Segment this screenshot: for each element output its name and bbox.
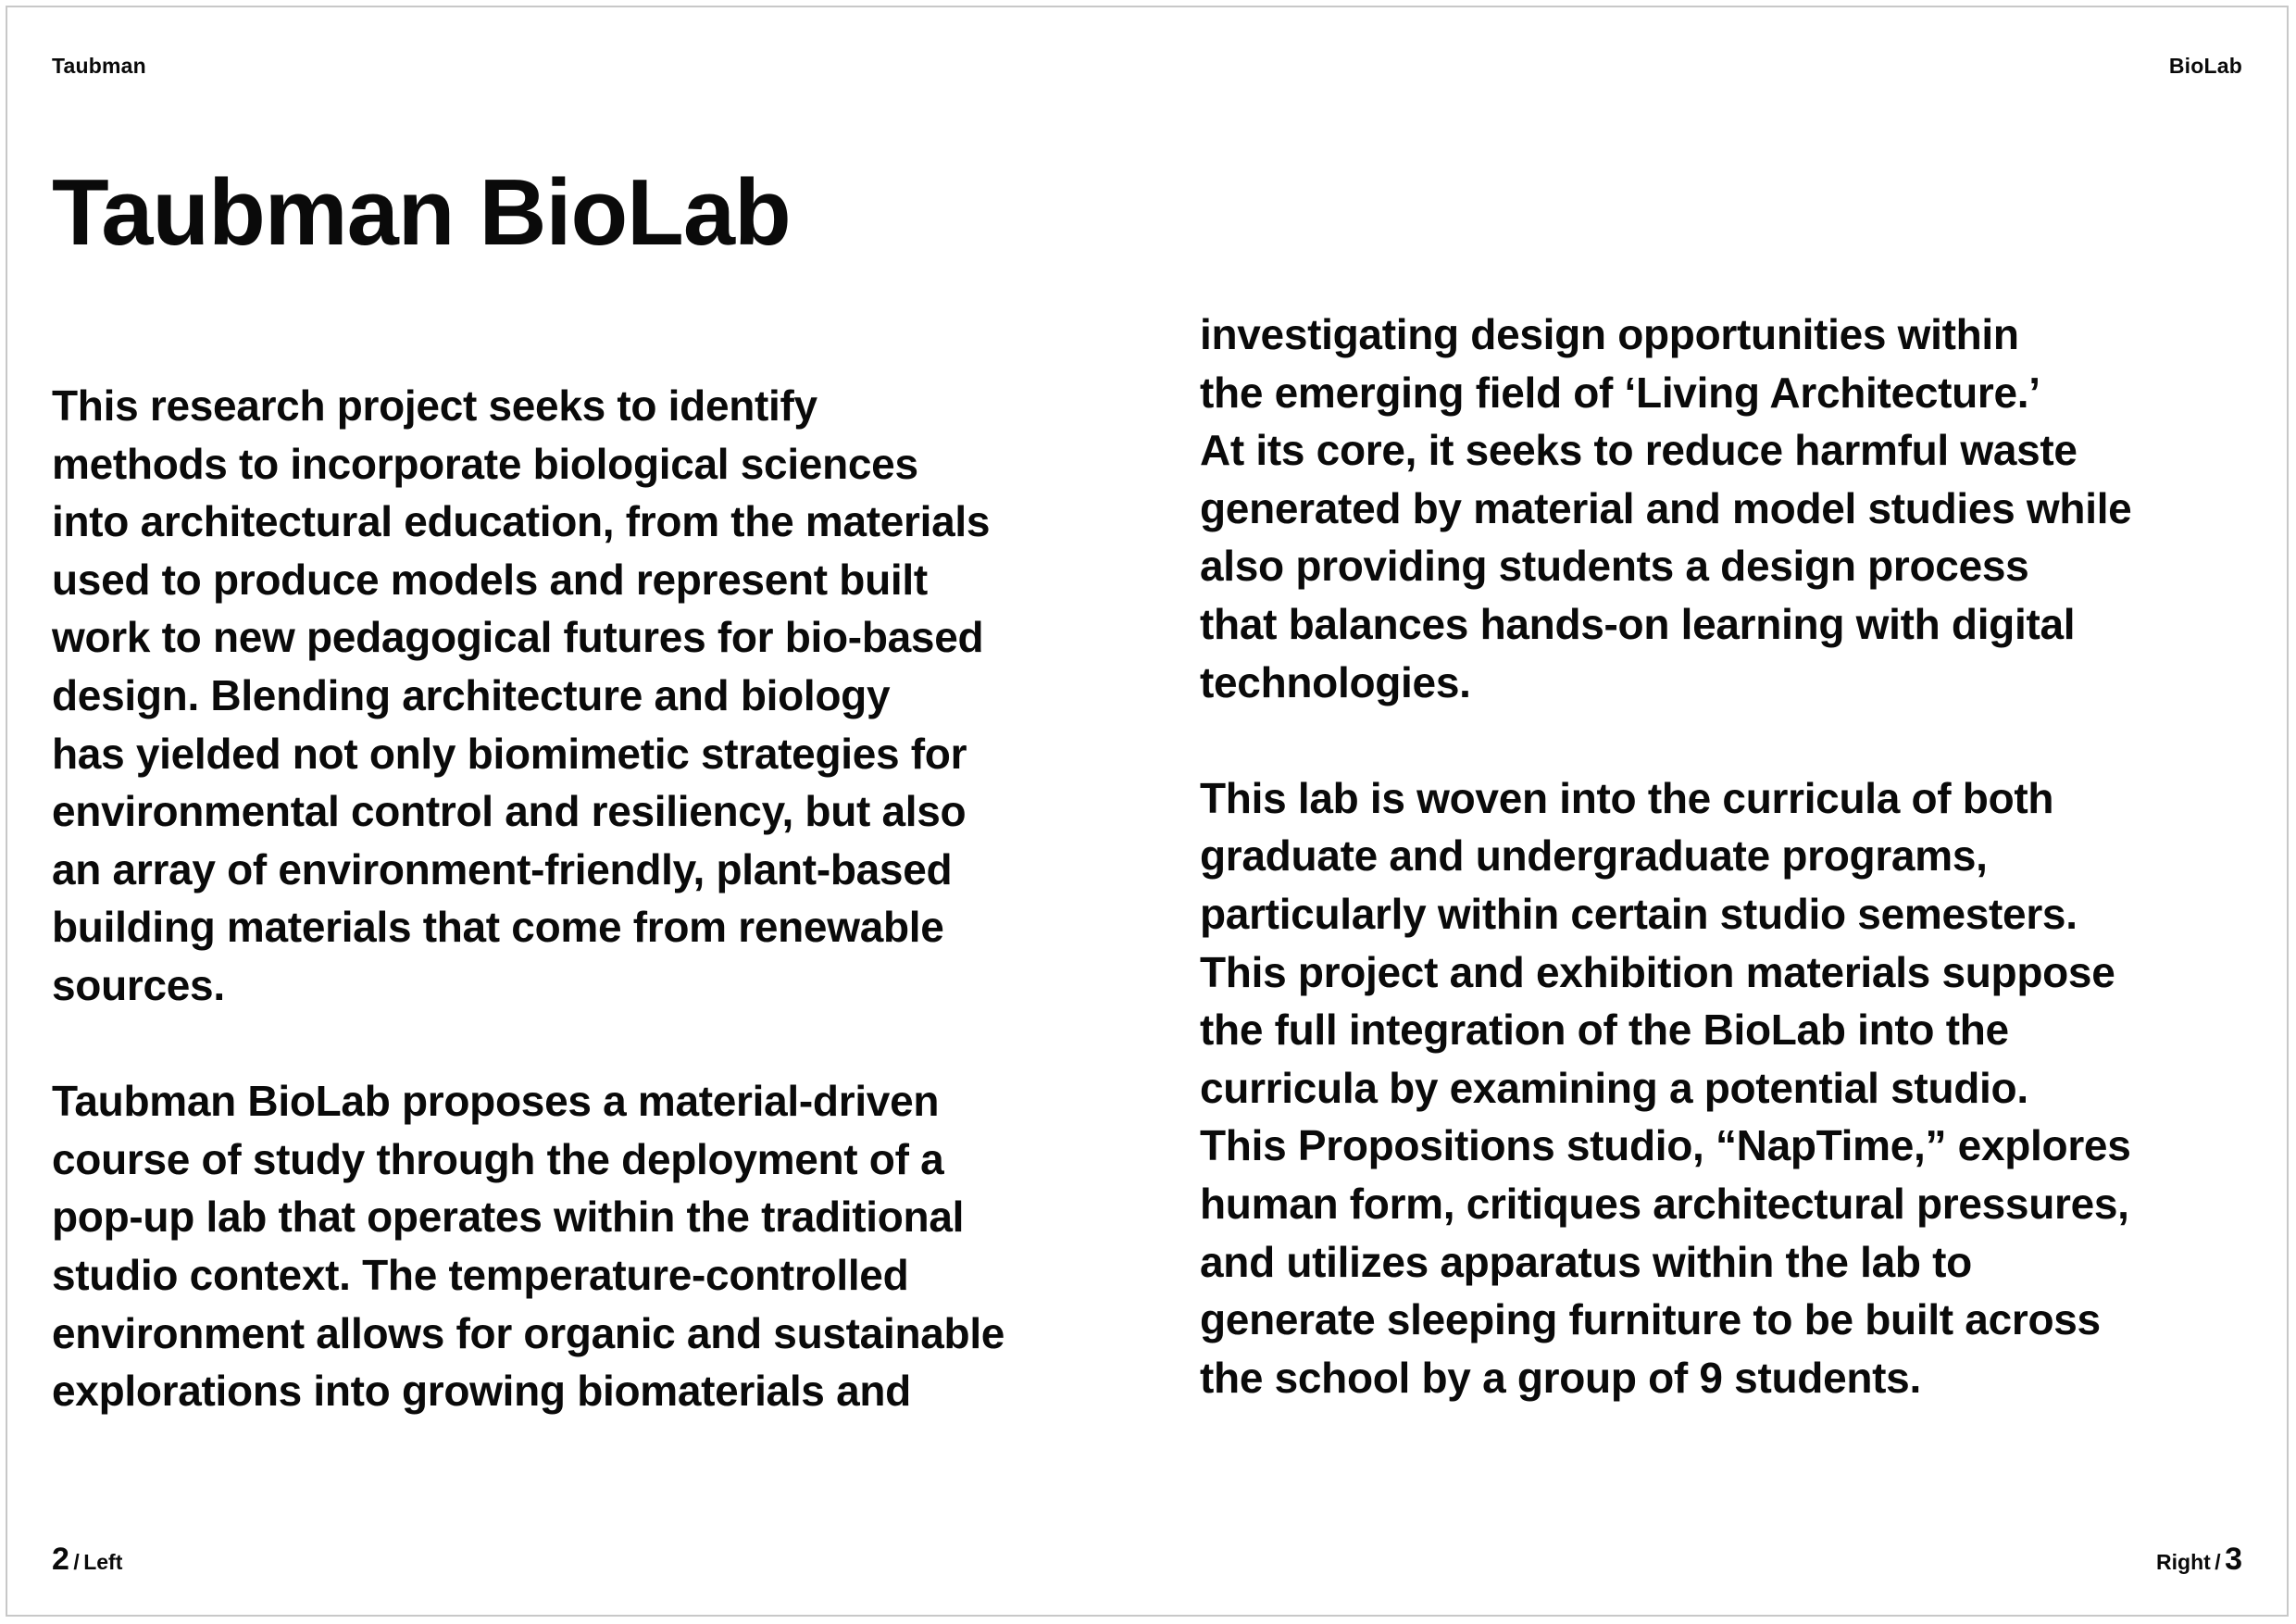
right-column — [1200, 306, 2283, 1406]
right-paragraph-1: investigating design opportunities within the emerging field of ‘Living Architecture.’ At its core, it seeks to reduce harmful waste generated by material and model studies while also providing students a design process that balances hands-on learning with digital technologies. — [1200, 310, 2132, 706]
right-page-number: 3 — [2225, 1542, 2242, 1577]
left-folio-separator: / — [73, 1550, 80, 1574]
paragraph-gap — [1200, 711, 2283, 769]
folio-right — [2156, 1542, 2242, 1578]
paragraph-gap — [52, 1015, 1126, 1073]
right-folio-label: Right — [2156, 1550, 2211, 1574]
left-folio-label: Left — [83, 1550, 123, 1574]
running-head-right: BioLab — [2168, 54, 2242, 78]
left-paragraph-1: This research project seeks to identify methods to incorporate biological sciences into architectural education, from the materials used to produce models and represent built work to new pedagogical futures for bio-based design. Blending architecture and biology has yielded not only biomimetic strategies for environmental control and resiliency, but also an array of environment-friendly, plant-based building materials that come from renewable sources. — [52, 381, 991, 1009]
left-column — [52, 377, 1126, 1420]
right-folio-separator: / — [2215, 1550, 2221, 1574]
running-head-left: Taubman — [52, 54, 146, 78]
left-paragraph-2: Taubman BioLab proposes a material-driven course of study through the deployment of a pop-up lab that operates within the traditional studio context. The temperature-controlled environment allows for organic and sustainable explorations into growing biomaterials and — [52, 1077, 1005, 1416]
spread-page — [6, 6, 2289, 1617]
folio-left — [52, 1542, 122, 1578]
page-title: Taubman BioLab — [52, 161, 791, 265]
right-paragraph-2: This lab is woven into the curricula of both graduate and undergraduate programs, particularly within certain studio semesters. This project and exhibition materials suppose the full integration of the BioLab into the curricula by examining a potential studio. This Propositions studio, “NapTime,” explores human form, critiques architectural pressures, and utilizes apparatus within the lab to generate sleeping furniture to be built across the school by a group of 9 students. — [1200, 773, 2131, 1402]
left-page-number: 2 — [52, 1542, 69, 1577]
